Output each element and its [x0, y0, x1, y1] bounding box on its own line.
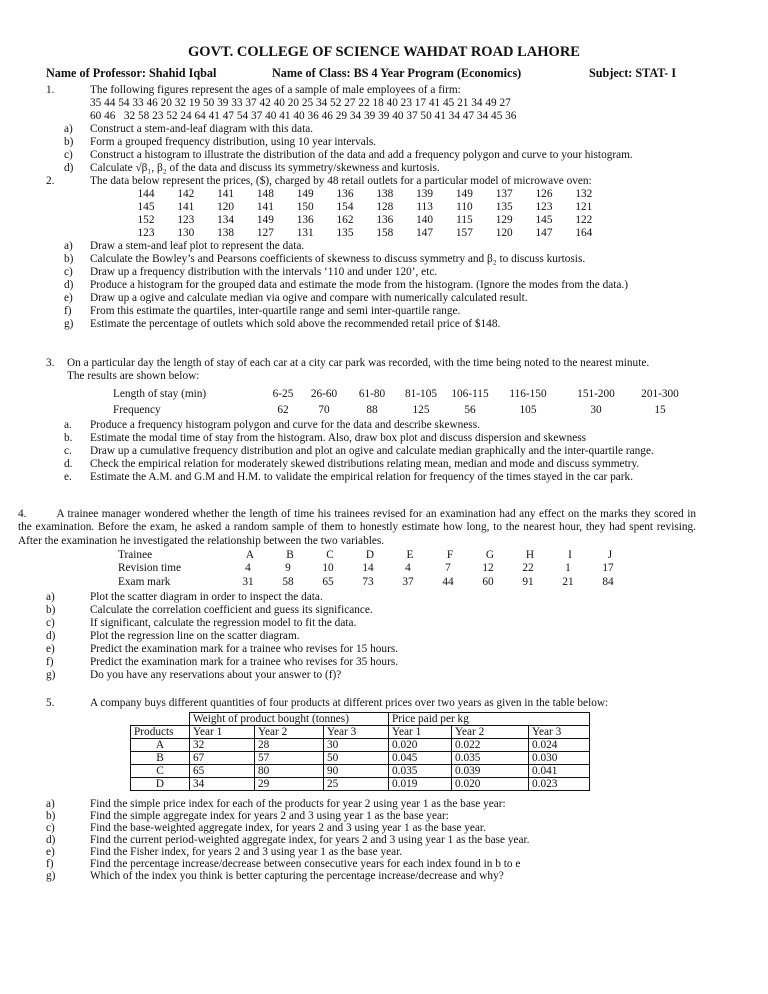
q2-part-text: Draw up a ogive and calculate median via ogive and compare with numerically calculated result.	[90, 292, 528, 304]
q2-part-text: Draw up a frequency distribution with the intervals ‘110 and under 120’, etc.	[90, 266, 438, 278]
q3-interval-cell: 81-105	[404, 388, 437, 400]
q3-frequency-cell: 56	[464, 404, 476, 416]
q4-number: 4.	[18, 508, 27, 520]
q5-weights-prices-table	[130, 712, 590, 791]
q5-year-header: Year 3	[529, 726, 590, 739]
q2-part-label: b)	[64, 253, 74, 265]
q5-price-cell: 0.035	[452, 752, 529, 765]
q2-price-cell: 162	[336, 214, 354, 226]
q3-frequency-cell: 88	[366, 404, 378, 416]
q5-part-label: g)	[46, 870, 56, 882]
q1-intro: The following figures represent the ages of a sample of male employees of a firm:	[90, 84, 461, 96]
q5-part-label: e)	[46, 846, 55, 858]
q3-intro-1: On a particular day the length of stay of each car at a city car park was recorded, with the time being noted to the nearest minute.	[67, 357, 650, 369]
q2-price-cell: 127	[256, 227, 274, 239]
q2-price-cell: 123	[177, 214, 195, 226]
q5-price-cell: 0.020	[452, 778, 529, 791]
q5-part-label: d)	[46, 834, 56, 846]
q2-part-label: a)	[64, 240, 73, 252]
q3-interval-cell: 61-80	[358, 388, 386, 400]
q5-blank-header	[131, 713, 190, 726]
q2-price-cell: 123	[535, 201, 553, 213]
q4-value-cell: 31	[242, 576, 254, 588]
q2-price-cell: 128	[376, 201, 394, 213]
q2-price-cell: 147	[535, 227, 553, 239]
q4-part-text: Do you have any reservations about your answer to (f)?	[90, 669, 342, 681]
q3-part-label: a.	[64, 419, 72, 431]
q5-product-name: D	[131, 778, 190, 791]
q2-price-cell: 140	[416, 214, 434, 226]
q5-price-cell: 0.035	[389, 765, 452, 778]
q2-price-cell: 141	[256, 201, 274, 213]
q2-price-cell: 136	[336, 188, 354, 200]
q5-product-name: B	[131, 752, 190, 765]
q2-price-cell: 131	[296, 227, 314, 239]
q4-value-cell: 4	[245, 562, 251, 574]
q2-price-cell: 135	[495, 201, 513, 213]
q4-value-cell: 58	[282, 576, 294, 588]
q3-part-text: Estimate the modal time of stay from the histogram. Also, draw box plot and discuss dispersion and skewness	[90, 432, 587, 444]
q5-weight-cell: 50	[324, 752, 389, 765]
q2-price-cell: 129	[495, 214, 513, 226]
q5-weight-cell: 34	[190, 778, 255, 791]
q4-value-cell: F	[446, 549, 454, 561]
q1-part-text: Construct a histogram to illustrate the distribution of the data and add a frequency polygon and curve to your histogram.	[90, 149, 633, 161]
q2-part-label: g)	[64, 318, 74, 330]
class-name: Name of Class: BS 4 Year Program (Economics)	[272, 66, 522, 80]
q2-price-cell: 150	[296, 201, 314, 213]
q3-frequency-cell: 62	[277, 404, 289, 416]
q5-weight-cell: 30	[324, 739, 389, 752]
q4-value-cell: 4	[405, 562, 411, 574]
q4-intro-block	[18, 508, 696, 548]
q3-interval-cell: 106-115	[451, 388, 489, 400]
q1-data-line-1: 35 44 54 33 46 20 32 19 50 39 33 37 42 40 20 25 34 52 27 22 18 40 23 17 41 45 21 34 49 27	[90, 97, 511, 109]
q5-price-cell: 0.024	[529, 739, 590, 752]
q5-price-cell: 0.023	[529, 778, 590, 791]
q4-value-cell: E	[406, 549, 414, 561]
q3-interval-cell: 6-25	[272, 388, 294, 400]
q2-part-text: Estimate the percentage of outlets which sold above the recommended retail price of $148.	[90, 318, 501, 330]
q5-part-label: b)	[46, 810, 56, 822]
q5-number: 5.	[46, 697, 55, 709]
q5-part-text: Find the Fisher index, for years 2 and 3 using year 1 as the base year.	[90, 846, 403, 858]
q4-value-cell: H	[525, 549, 535, 561]
q4-value-cell: I	[568, 549, 572, 561]
q5-weight-cell: 32	[190, 739, 255, 752]
q3-part-label: e.	[64, 471, 72, 483]
q2-price-cell: 132	[575, 188, 593, 200]
q2-price-cell: 142	[177, 188, 195, 200]
q5-price-cell: 0.020	[389, 739, 452, 752]
q5-year-header: Year 2	[452, 726, 529, 739]
q5-part-text: Find the current period-weighted aggregate index, for years 2 and 3 using year 1 as the base year.	[90, 834, 530, 846]
q4-value-cell: G	[485, 549, 495, 561]
q5-part-label: c)	[46, 822, 55, 834]
q3-part-text: Produce a frequency histogram polygon and curve for the data and describe skewness.	[90, 419, 480, 431]
q3-interval-cell: 26-60	[310, 388, 338, 400]
q5-weight-cell: 90	[324, 765, 389, 778]
q2-price-cell: 138	[217, 227, 235, 239]
q3-part-label: b.	[64, 432, 73, 444]
q1-part-text: Construct a stem-and-leaf diagram with this data.	[90, 123, 314, 135]
q2-price-cell: 135	[336, 227, 354, 239]
q4-part-label: e)	[46, 643, 55, 655]
q2-price-cell: 152	[137, 214, 155, 226]
q4-part-text: If significant, calculate the regression model to fit the data.	[90, 617, 357, 629]
q1-part-label: a)	[64, 123, 73, 135]
q5-price-header: Price paid per kg	[389, 713, 590, 726]
q2-price-cell: 138	[376, 188, 394, 200]
q3-part-text: Check the empirical relation for moderately skewed distributions relating mean, median and mode and discuss symmetry.	[90, 458, 640, 470]
q5-weight-cell: 28	[255, 739, 324, 752]
q2-number: 2.	[46, 175, 55, 187]
q4-part-label: g)	[46, 669, 56, 681]
q2-price-cell: 164	[575, 227, 593, 239]
q3-part-text: Estimate the A.M. and G.M and H.M. to validate the empirical relation for frequency of the times stayed in the car park.	[90, 471, 634, 483]
q5-weight-cell: 67	[190, 752, 255, 765]
q3-frequency-cell: 15	[654, 404, 666, 416]
q2-price-cell: 158	[376, 227, 394, 239]
q5-year-header: Year 1	[190, 726, 255, 739]
q2-price-cell: 137	[495, 188, 513, 200]
q2-price-cell: 126	[535, 188, 553, 200]
q4-part-text: Plot the regression line on the scatter diagram.	[90, 630, 300, 642]
q4-part-text: Predict the examination mark for a trainee who revises for 15 hours.	[90, 643, 399, 655]
q4-value-cell: 60	[482, 576, 494, 588]
q4-value-cell: 9	[285, 562, 291, 574]
q4-value-cell: D	[365, 549, 375, 561]
q2-part-label: f)	[64, 305, 72, 317]
q5-weight-cell: 57	[255, 752, 324, 765]
q5-price-cell: 0.041	[529, 765, 590, 778]
q4-value-cell: 1	[565, 562, 571, 574]
q5-price-cell: 0.045	[389, 752, 452, 765]
q4-value-cell: C	[326, 549, 334, 561]
q3-part-label: d.	[64, 458, 73, 470]
q2-price-cell: 147	[416, 227, 434, 239]
q4-part-text: Plot the scatter diagram in order to inspect the data.	[90, 591, 323, 603]
q5-intro: A company buys different quantities of four products at different prices over two years as given in the table below:	[90, 697, 609, 709]
q4-value-cell: A	[245, 549, 255, 561]
q5-part-text: Find the simple aggregate index for years 2 and 3 using year 1 as the base year:	[90, 810, 449, 822]
q4-value-cell: 10	[322, 562, 334, 574]
q4-value-cell: 22	[522, 562, 534, 574]
q4-intro: A trainee manager wondered whether the length of time his trainees revised for an examination had any effect on the marks they scored in the examination. Before the exam, he asked a random sample of them to honestly estimate how long, to the nearest hour, they had spent revising. After the examination he investigated the relationship between the two variables.	[18, 508, 696, 547]
q4-value-cell: 73	[362, 576, 374, 588]
q2-price-cell: 154	[336, 201, 354, 213]
q5-part-label: f)	[46, 858, 54, 870]
q2-price-cell: 144	[137, 188, 155, 200]
q3-stay-label: Length of stay (min)	[113, 388, 207, 400]
q5-year-header: Year 1	[389, 726, 452, 739]
q2-part-label: c)	[64, 266, 73, 278]
q5-part-text: Which of the index you think is better capturing the percentage increase/decrease and why?	[90, 870, 504, 882]
q4-part-text: Predict the examination mark for a trainee who revises for 35 hours.	[90, 656, 399, 668]
q2-price-cell: 157	[455, 227, 473, 239]
q5-part-text: Find the base-weighted aggregate index, for years 2 and 3 using year 1 as the base year.	[90, 822, 486, 834]
q5-price-cell: 0.022	[452, 739, 529, 752]
q2-price-cell: 139	[416, 188, 434, 200]
q2-price-cell: 113	[416, 201, 433, 213]
q3-interval-cell: 116-150	[509, 388, 547, 400]
q1-part-label: b)	[64, 136, 74, 148]
q2-price-cell: 149	[455, 188, 473, 200]
q4-value-cell: B	[286, 549, 294, 561]
q2-part-text: From this estimate the quartiles, inter-quartile range and semi inter-quartile range.	[90, 305, 461, 317]
q2-price-cell: 121	[575, 201, 593, 213]
q1-part-label: c)	[64, 149, 73, 161]
q1-part-label: d)	[64, 162, 74, 174]
q5-price-cell: 0.039	[452, 765, 529, 778]
q4-value-cell: J	[607, 549, 613, 561]
q4-part-label: a)	[46, 591, 55, 603]
q4-row-label: Revision time	[118, 562, 182, 574]
q2-part-label: e)	[64, 292, 73, 304]
q2-price-cell: 120	[495, 227, 513, 239]
q4-part-label: f)	[46, 656, 54, 668]
q4-value-cell: 91	[522, 576, 534, 588]
q4-row-label: Exam mark	[118, 576, 171, 588]
q2-price-cell: 110	[456, 201, 473, 213]
q3-part-text: Draw up a cumulative frequency distribution and plot an ogive and calculate median graphically and the inter-quartile range.	[90, 445, 654, 457]
q2-price-cell: 141	[217, 188, 235, 200]
q2-price-cell: 134	[217, 214, 235, 226]
q1-part-text: Form a grouped frequency distribution, using 10 year intervals.	[90, 136, 377, 148]
q5-price-cell: 0.030	[529, 752, 590, 765]
q3-frequency-cell: 70	[318, 404, 330, 416]
q5-weight-header: Weight of product bought (tonnes)	[190, 713, 389, 726]
q1-data-line-2: 60 46 32 58 23 52 24 64 41 47 54 37 40 41 40 36 46 29 34 39 39 40 37 50 41 34 47 34 45 36	[90, 110, 517, 122]
q4-value-cell: 84	[602, 576, 614, 588]
q3-frequency-label: Frequency	[113, 404, 161, 416]
q5-weight-cell: 25	[324, 778, 389, 791]
q4-value-cell: 65	[322, 576, 334, 588]
subject-name: Subject: STAT- I	[589, 66, 677, 80]
q2-price-cell: 149	[256, 214, 274, 226]
q2-price-cell: 148	[256, 188, 274, 200]
q2-price-cell: 123	[137, 227, 155, 239]
q4-value-cell: 17	[602, 562, 614, 574]
q3-intro-2: The results are shown below:	[67, 370, 200, 382]
college-title: GOVT. COLLEGE OF SCIENCE WAHDAT ROAD LAHORE	[188, 44, 580, 60]
q5-part-label: a)	[46, 798, 55, 810]
q2-part-text: Calculate the Bowley’s and Pearsons coefficients of skewness to discuss symmetry and β₂ to discuss kurtosis.	[90, 253, 586, 265]
q2-price-cell: 149	[296, 188, 314, 200]
q2-price-cell: 130	[177, 227, 195, 239]
q2-part-label: d)	[64, 279, 74, 291]
q2-price-cell: 145	[137, 201, 155, 213]
q4-part-label: c)	[46, 617, 55, 629]
q4-row-label: Trainee	[118, 549, 153, 561]
q4-value-cell: 12	[482, 562, 494, 574]
q5-part-text: Find the percentage increase/decrease between consecutive years for each index found in b to e	[90, 858, 521, 870]
q5-year-header: Year 2	[255, 726, 324, 739]
q5-weight-cell: 65	[190, 765, 255, 778]
q4-value-cell: 21	[562, 576, 574, 588]
q4-part-label: d)	[46, 630, 56, 642]
q5-price-cell: 0.019	[389, 778, 452, 791]
q5-part-text: Find the simple price index for each of the products for year 2 using year 1 as the base year:	[90, 798, 506, 810]
q4-value-cell: 14	[362, 562, 374, 574]
q2-price-cell: 122	[575, 214, 593, 226]
q3-interval-cell: 201-300	[641, 388, 679, 400]
q4-value-cell: 37	[402, 576, 414, 588]
q5-product-name: A	[131, 739, 190, 752]
q2-price-cell: 141	[177, 201, 195, 213]
q2-price-cell: 136	[296, 214, 314, 226]
q3-number: 3.	[46, 357, 55, 369]
q4-part-text: Calculate the correlation coefficient and guess its significance.	[90, 604, 373, 616]
q5-weight-cell: 80	[255, 765, 324, 778]
q4-part-label: b)	[46, 604, 56, 616]
q5-products-header: Products	[131, 726, 190, 739]
q2-price-cell: 136	[376, 214, 394, 226]
q5-weight-cell: 29	[255, 778, 324, 791]
q3-frequency-cell: 105	[519, 404, 537, 416]
q3-interval-cell: 151-200	[577, 388, 615, 400]
q1-number: 1.	[46, 84, 55, 96]
q3-part-label: c.	[64, 445, 72, 457]
q2-price-cell: 115	[456, 214, 473, 226]
q2-part-text: Produce a histogram for the grouped data and estimate the mode from the histogram. (Ignore the modes from the data.)	[90, 279, 629, 291]
q1-part-text: Calculate √β₁, β₂ of the data and discuss its symmetry/skewness and kurtosis.	[90, 162, 440, 174]
q2-intro: The data below represent the prices, ($), charged by 48 retail outlets for a particular model of microwave oven:	[90, 175, 592, 187]
q2-part-text: Draw a stem-and leaf plot to represent the data.	[90, 240, 305, 252]
q3-frequency-cell: 125	[412, 404, 430, 416]
q4-value-cell: 7	[445, 562, 451, 574]
q5-year-header: Year 3	[324, 726, 389, 739]
q4-value-cell: 44	[442, 576, 454, 588]
q2-price-cell: 120	[217, 201, 235, 213]
q2-price-cell: 145	[535, 214, 553, 226]
q5-product-name: C	[131, 765, 190, 778]
professor-name: Name of Professor: Shahid Iqbal	[46, 66, 217, 80]
q3-frequency-cell: 30	[590, 404, 602, 416]
